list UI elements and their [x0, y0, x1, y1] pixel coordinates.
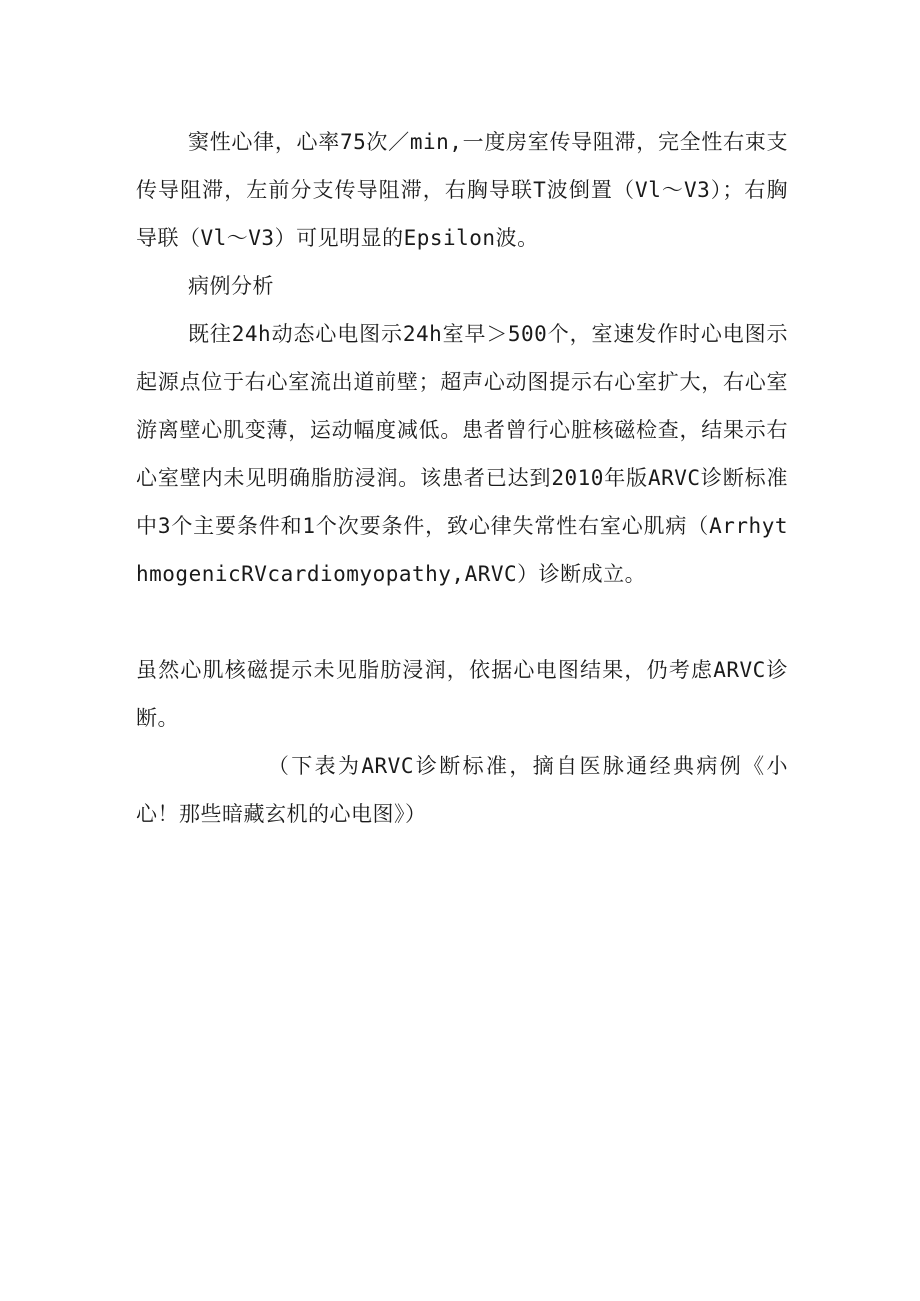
ecg-findings-paragraph: 窦性心律，心率75次／min,一度房室传导阻滞，完全性右束支传导阻滞，左前分支传导阻滞，右胸导联T波倒置（Vl～V3）；右胸导联（Vl～V3）可见明显的Epsilon波。 [136, 130, 788, 250]
case-analysis-heading: 病例分析 [188, 274, 274, 298]
table-source-note-text: （下表为ARVC诊断标准，摘自医脉通经典病例《小心！那些暗藏玄机的心电图》） [136, 754, 788, 826]
case-analysis-paragraph: 既往24h动态心电图示24h室早＞500个，室速发作时心电图示起源点位于右心室流出道前壁；超声心动图提示右心室扩大，右心室游离壁心肌变薄，运动幅度减低。患者曾行心脏核磁检查，结果示右心室壁内未见明确脂肪浸润。该患者已达到2010年版ARVC诊断标准中3个主要条件和1个次要条件，致心律失常性右室心肌病（ArrhythmogenicRVcardiomyopathy,ARVC）诊断成立。 [136, 322, 788, 586]
table-source-note [136, 742, 788, 838]
conclusion-paragraph: 虽然心肌核磁提示未见脂肪浸润，依据心电图结果，仍考虑ARVC诊断。 [136, 658, 788, 730]
